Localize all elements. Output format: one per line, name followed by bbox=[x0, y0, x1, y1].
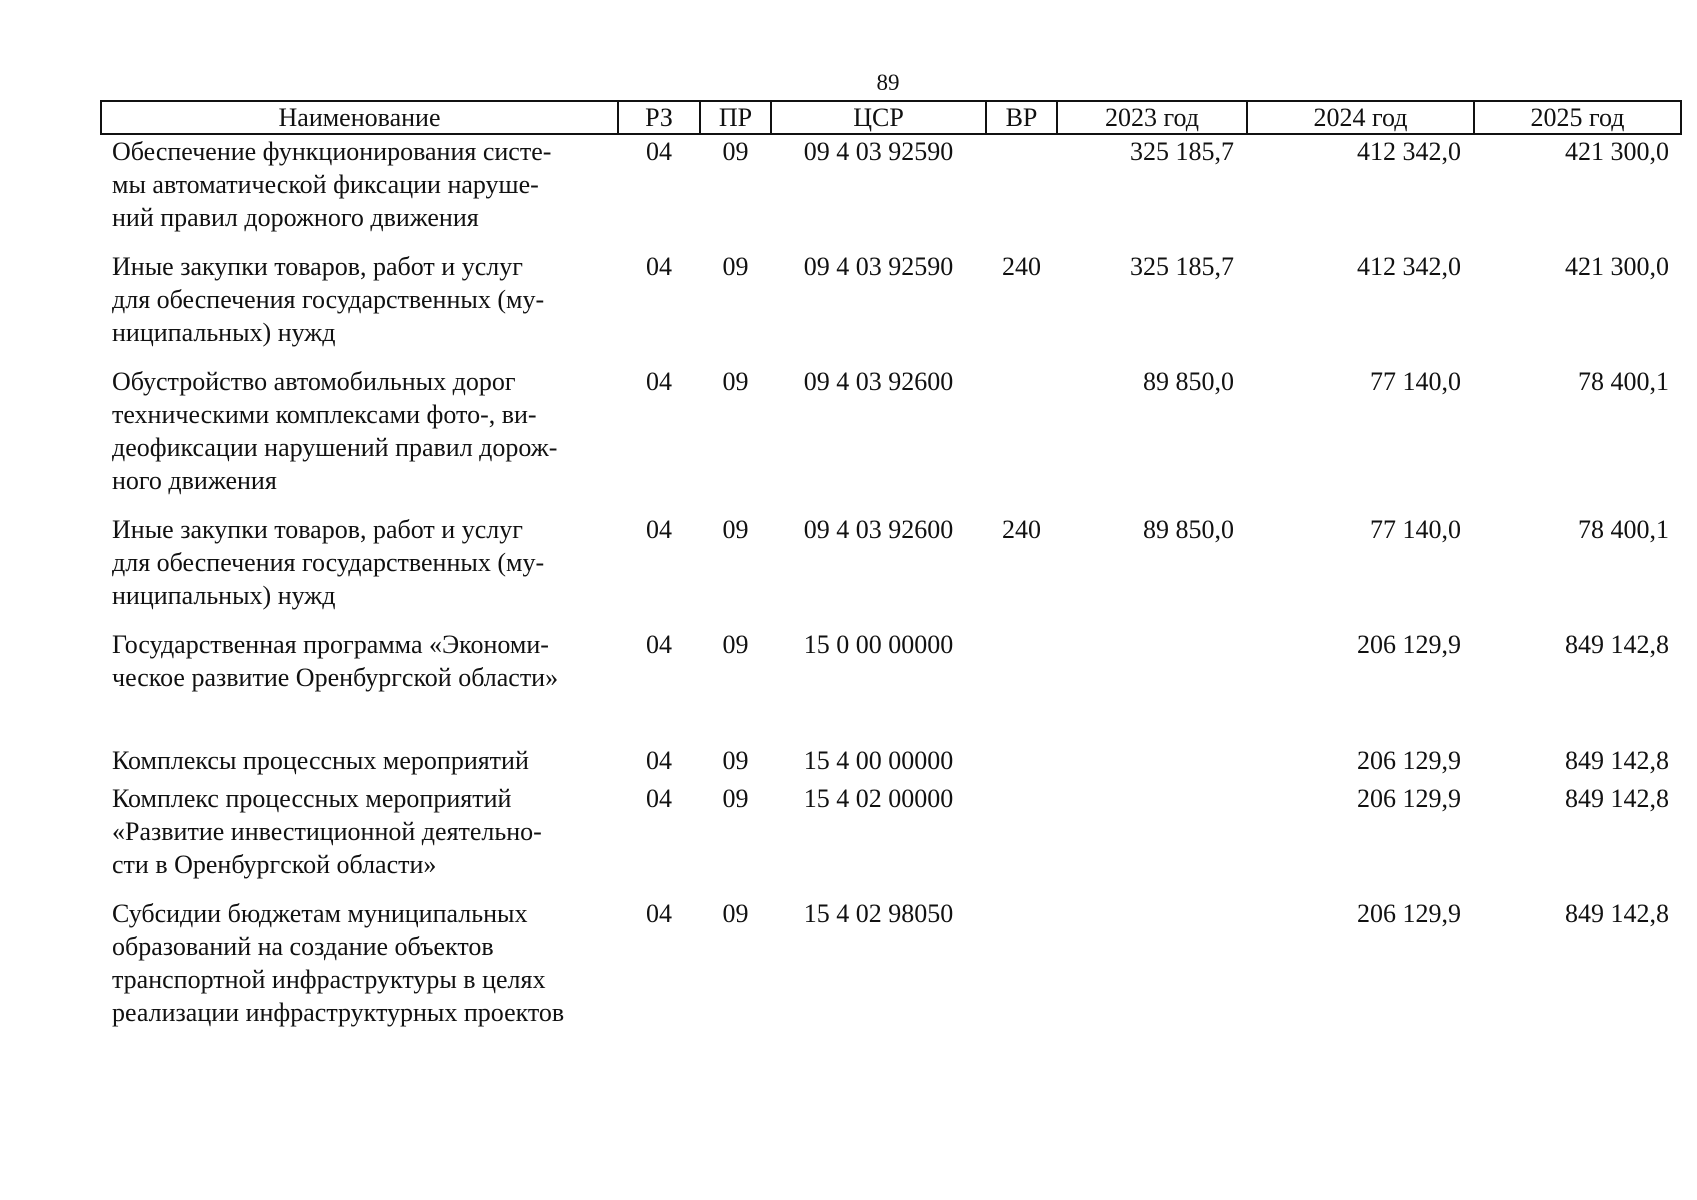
row-name-line: сти в Оренбургской области» bbox=[112, 850, 437, 879]
row-name bbox=[101, 744, 618, 782]
row-csr: 15 4 00 00000 bbox=[803, 746, 954, 775]
row-vr bbox=[986, 897, 1057, 1045]
row-2023 bbox=[1057, 744, 1247, 782]
row-vr bbox=[986, 628, 1057, 744]
row-rz: 04 bbox=[646, 630, 672, 659]
row-name-line: Иные закупки товаров, работ и услуг bbox=[112, 252, 523, 281]
row-csr: 09 4 03 92590 bbox=[803, 137, 954, 166]
table-row bbox=[101, 365, 1681, 513]
table-row bbox=[101, 782, 1681, 897]
row-rz: 04 bbox=[646, 784, 672, 813]
row-2024: 412 342,0 bbox=[1357, 252, 1461, 281]
row-name-line: транспортной инфраструктуры в целях bbox=[112, 965, 546, 994]
row-2023: 89 850,0 bbox=[1143, 367, 1234, 396]
row-name-line: ний правил дорожного движения bbox=[112, 203, 479, 232]
row-pr: 09 bbox=[722, 252, 749, 281]
row-vr bbox=[986, 782, 1057, 897]
row-name-line: реализации инфраструктурных проектов bbox=[112, 998, 565, 1027]
row-rz: 04 bbox=[646, 746, 672, 775]
row-name-line: ниципальных) нужд bbox=[112, 581, 336, 610]
header-name: Наименование bbox=[101, 101, 618, 134]
row-name bbox=[101, 897, 618, 1045]
row-rz: 04 bbox=[646, 252, 672, 281]
row-2025: 849 142,8 bbox=[1565, 630, 1669, 659]
row-name-line: образований на создание объектов bbox=[112, 932, 494, 961]
row-2025: 421 300,0 bbox=[1565, 252, 1669, 281]
row-2023: 89 850,0 bbox=[1143, 515, 1234, 544]
row-rz: 04 bbox=[646, 515, 672, 544]
row-name bbox=[101, 782, 618, 897]
row-name-line: Комплекс процессных мероприятий bbox=[112, 784, 512, 813]
row-vr bbox=[986, 744, 1057, 782]
row-csr: 15 4 02 00000 bbox=[803, 784, 954, 813]
row-name bbox=[101, 134, 618, 250]
row-rz: 04 bbox=[646, 137, 672, 166]
row-pr: 09 bbox=[722, 515, 749, 544]
row-name bbox=[101, 628, 618, 744]
row-name-line: ниципальных) нужд bbox=[112, 318, 336, 347]
page-number: 89 bbox=[876, 70, 900, 95]
row-name-line: «Развитие инвестиционной деятельно- bbox=[112, 817, 542, 846]
row-vr bbox=[986, 134, 1057, 250]
row-name-line: Субсидии бюджетам муниципальных bbox=[112, 899, 528, 928]
row-name-line: ческое развитие Оренбургской области» bbox=[112, 663, 559, 692]
row-csr: 15 4 02 98050 bbox=[803, 899, 954, 928]
row-name bbox=[101, 365, 618, 513]
header-2024: 2024 год bbox=[1247, 101, 1474, 134]
row-2024: 206 129,9 bbox=[1357, 784, 1461, 813]
row-csr: 09 4 03 92600 bbox=[803, 367, 954, 396]
row-name bbox=[101, 250, 618, 365]
row-name-line: ного движения bbox=[112, 466, 277, 495]
row-csr: 09 4 03 92600 bbox=[803, 515, 954, 544]
row-2023 bbox=[1057, 628, 1247, 744]
row-name-line: Обеспечение функционирования систе- bbox=[112, 137, 552, 166]
header-2025: 2025 год bbox=[1474, 101, 1681, 134]
table-row bbox=[101, 897, 1681, 1045]
row-2025: 849 142,8 bbox=[1565, 784, 1669, 813]
table-row bbox=[101, 134, 1681, 250]
row-2023: 325 185,7 bbox=[1130, 137, 1234, 166]
row-2025: 421 300,0 bbox=[1565, 137, 1669, 166]
row-2023 bbox=[1057, 897, 1247, 1045]
header-vr: ВР bbox=[986, 101, 1057, 134]
row-2024: 77 140,0 bbox=[1370, 515, 1461, 544]
row-pr: 09 bbox=[722, 784, 749, 813]
row-pr: 09 bbox=[722, 630, 749, 659]
table-row bbox=[101, 513, 1681, 628]
row-vr: 240 bbox=[1002, 252, 1041, 281]
row-rz: 04 bbox=[646, 899, 672, 928]
budget-table bbox=[100, 100, 1682, 1045]
table-header-row bbox=[101, 101, 1681, 134]
row-name-line: Обустройство автомобильных дорог bbox=[112, 367, 516, 396]
header-csr: ЦСР bbox=[771, 101, 986, 134]
table-row bbox=[101, 628, 1681, 744]
row-name-line: Иные закупки товаров, работ и услуг bbox=[112, 515, 523, 544]
row-name-line: для обеспечения государственных (му- bbox=[112, 285, 545, 314]
header-rz: РЗ bbox=[618, 101, 700, 134]
row-vr bbox=[986, 365, 1057, 513]
row-name-line: деофиксации нарушений правил дорож- bbox=[112, 433, 558, 462]
row-2024: 77 140,0 bbox=[1370, 367, 1461, 396]
table-row bbox=[101, 744, 1681, 782]
row-name-line: техническими комплексами фото-, ви- bbox=[112, 400, 537, 429]
row-pr: 09 bbox=[722, 137, 749, 166]
row-name-line: для обеспечения государственных (му- bbox=[112, 548, 545, 577]
row-rz: 04 bbox=[646, 367, 672, 396]
row-vr: 240 bbox=[1002, 515, 1041, 544]
row-name bbox=[101, 513, 618, 628]
table-row bbox=[101, 250, 1681, 365]
row-2025: 78 400,1 bbox=[1578, 367, 1669, 396]
row-2025: 78 400,1 bbox=[1578, 515, 1669, 544]
row-2024: 412 342,0 bbox=[1357, 137, 1461, 166]
row-name-line: Комплексы процессных мероприятий bbox=[112, 746, 529, 775]
row-2024: 206 129,9 bbox=[1357, 899, 1461, 928]
row-2025: 849 142,8 bbox=[1565, 899, 1669, 928]
row-name-line: мы автоматической фиксации наруше- bbox=[112, 170, 539, 199]
row-2024: 206 129,9 bbox=[1357, 746, 1461, 775]
row-pr: 09 bbox=[722, 746, 749, 775]
row-csr: 09 4 03 92590 bbox=[803, 252, 954, 281]
row-2025: 849 142,8 bbox=[1565, 746, 1669, 775]
row-pr: 09 bbox=[722, 899, 749, 928]
row-2024: 206 129,9 bbox=[1357, 630, 1461, 659]
row-name-line: Государственная программа «Экономи- bbox=[112, 630, 549, 659]
row-2023: 325 185,7 bbox=[1130, 252, 1234, 281]
row-csr: 15 0 00 00000 bbox=[803, 630, 954, 659]
row-2023 bbox=[1057, 782, 1247, 897]
header-2023: 2023 год bbox=[1057, 101, 1247, 134]
header-pr: ПР bbox=[700, 101, 771, 134]
row-pr: 09 bbox=[722, 367, 749, 396]
